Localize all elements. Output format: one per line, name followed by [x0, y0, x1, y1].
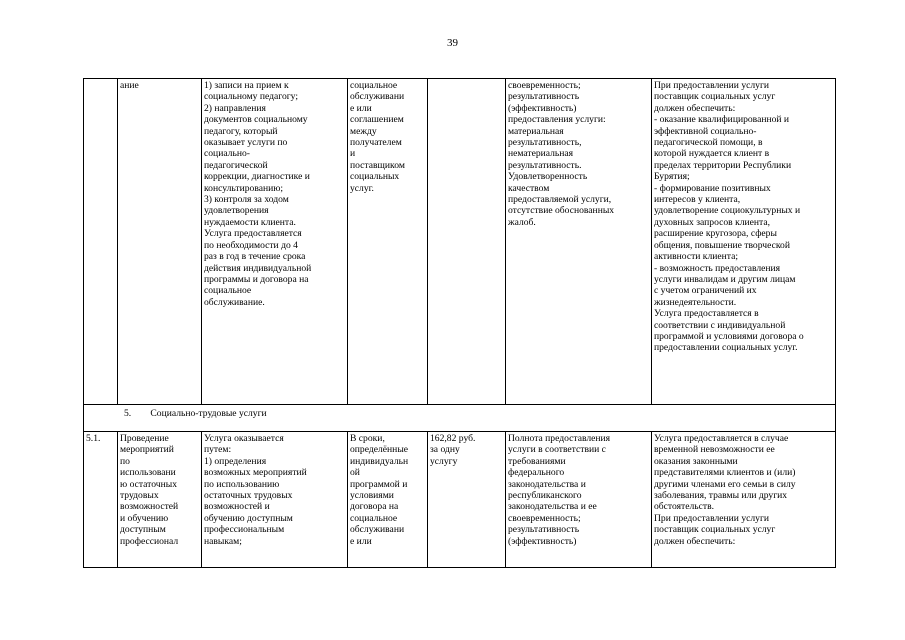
cell-text-line: обслуживание.	[204, 296, 265, 308]
cell-text-line: соответствии с индивидуальной	[654, 319, 786, 331]
cell-text-line: услуг.	[350, 182, 374, 194]
cell-text-line: должен обеспечить:	[654, 102, 736, 114]
cell-text-line: поставщик социальных услуг	[654, 91, 776, 103]
cell-text-line: доступным	[120, 524, 166, 536]
cell-text-line: - возможность предоставления	[654, 262, 781, 274]
cell-text-line: е или	[350, 102, 372, 114]
cell-text-line: Бурятия;	[654, 171, 690, 183]
cell-text-line: результативность,	[508, 137, 582, 149]
cell-text-line: жизнедеятельности.	[654, 296, 737, 308]
cell-text-line: временной невозможности ее	[654, 444, 775, 456]
cell-text-line: законодательства и	[508, 478, 586, 490]
cell-text-line: социальное	[204, 285, 252, 297]
cell-text-line: по	[120, 455, 130, 467]
cell-text-line: договора на	[350, 501, 399, 513]
cell-quality-indicators	[506, 432, 652, 568]
cell-text-line: коррекции, диагностике и	[204, 171, 310, 183]
cell-text-line: духовных запросов клиента,	[654, 216, 771, 228]
cell-text-line: представителями клиентов и (или)	[654, 467, 796, 479]
cell-text-line: мероприятий	[120, 444, 174, 456]
section-number: 5.	[124, 408, 132, 419]
cell-text-line: соглашением	[350, 114, 404, 126]
cell-text-line: (эффективность)	[508, 535, 577, 547]
cell-text-line: предоставляемой услуги,	[508, 194, 612, 206]
cell-text-line: результативность.	[508, 159, 582, 171]
cell-text-line: профессионал	[120, 535, 179, 547]
cell-text-line: документов социальному	[204, 114, 308, 126]
cell-text-line: предоставления услуги:	[508, 114, 606, 126]
cell-number	[84, 79, 118, 405]
cell-text-line: оказания законными	[654, 455, 738, 467]
cell-text-line: возможностей и	[204, 501, 270, 513]
section-title: Социально-трудовые услуги	[150, 408, 267, 419]
cell-text-line: пределах территории Республики	[654, 159, 792, 171]
cell-text-line: федерального	[508, 467, 565, 479]
cell-text-line: 1) определения	[204, 455, 267, 467]
cell-text-line: результативность	[508, 91, 580, 103]
cell-text-line: Полнота предоставления	[508, 433, 611, 444]
cell-text-line: республиканского	[508, 490, 582, 502]
cell-quality-indicators	[506, 79, 652, 405]
cell-text-line: (эффективность)	[508, 102, 577, 114]
cell-text-line: за одну	[430, 444, 460, 456]
cell-text-line: остаточных трудовых	[204, 490, 293, 502]
cell-service-name	[118, 79, 202, 405]
cell-text-line: жалоб.	[508, 216, 536, 228]
cell-description	[202, 432, 348, 568]
cell-text-line: использовани	[120, 467, 176, 479]
cell-text-line: законодательства и ее	[508, 501, 597, 513]
cell-text-line: - формирование позитивных	[654, 182, 771, 194]
cell-text-line: общения, повышение творческой	[654, 239, 790, 251]
cell-text-line: активности клиента;	[654, 251, 739, 263]
cell-text-line: социально-	[204, 148, 250, 160]
table-row-5-1	[84, 432, 836, 568]
cell-text-line: оказывает услуги по	[204, 137, 288, 149]
cell-text-line: условиями	[350, 490, 394, 502]
cell-text-line: поставщиком	[350, 159, 405, 171]
cell-text-line: программой и условиями договора о	[654, 330, 804, 342]
cell-text-line: результативность	[508, 524, 580, 536]
cell-text-line: по необходимости до 4	[204, 239, 298, 251]
cell-text-line: должен обеспечить:	[654, 535, 736, 547]
cell-text-line: и обучению	[120, 512, 169, 524]
cell-text-line: предоставлении социальных услуг.	[654, 342, 798, 354]
cell-text-line: социальных	[350, 171, 400, 183]
services-table	[83, 78, 836, 568]
cell-text-line: удовлетворения	[204, 205, 269, 217]
cell-text-line: педагогу, который	[204, 125, 278, 137]
cell-text-line: услуги в соответствии с	[508, 444, 606, 456]
cell-text-line: материальная	[508, 125, 564, 137]
cell-text-line: обслуживани	[350, 91, 405, 103]
cell-text-line: эффективной социально-	[654, 125, 757, 137]
cell-text-line: социальному педагогу;	[204, 91, 299, 103]
cell-text-line: Проведение	[120, 433, 169, 444]
cell-text-line: индивидуальн	[350, 455, 409, 467]
cell-text-line: действия индивидуальной	[204, 262, 312, 274]
cell-text-line: получателем	[350, 137, 402, 149]
cell-text-line: заболевания, травмы или других	[654, 490, 788, 502]
cell-text-line: Удовлетворенность	[508, 171, 588, 183]
cell-text-line: Услуга предоставляется в	[654, 308, 759, 320]
cell-text-line: При предоставлении услуги	[654, 512, 770, 524]
cell-text-line: 1) записи на прием к	[204, 80, 289, 91]
cell-text-line: программы и договора на	[204, 273, 309, 285]
cell-text-line: с учетом ограничений их	[654, 285, 757, 297]
cell-text-line: социальное	[350, 512, 398, 524]
cell-text-line: - оказание квалифицированной и	[654, 114, 790, 126]
cell-text-line: качеством	[508, 182, 550, 194]
cell-text-line: возможных мероприятий	[204, 467, 307, 479]
cell-text-line: которой нуждается клиент в	[654, 148, 770, 160]
section-header-cell	[84, 405, 836, 432]
cell-price	[428, 432, 506, 568]
cell-text-line: услуги инвалидам и другим лицам	[654, 273, 796, 285]
cell-text-line: е или	[350, 535, 372, 547]
cell-text-line: обучению доступным	[204, 512, 293, 524]
cell-text-line: социальное	[350, 80, 398, 91]
cell-text-line: поставщик социальных услуг	[654, 524, 776, 536]
cell-text-line: консультированию;	[204, 182, 284, 194]
cell-terms	[348, 432, 428, 568]
cell-text-line: интересов у клиента,	[654, 194, 741, 206]
cell-text-line: возможностей	[120, 501, 179, 513]
cell-conditions	[652, 79, 836, 405]
cell-text-line: Услуга предоставляется в случае	[654, 433, 789, 444]
cell-text-line: нуждаемости клиента.	[204, 216, 296, 228]
table-row-continued	[84, 79, 836, 405]
cell-text-line: своевременность;	[508, 80, 581, 91]
cell-text-line: навыкам;	[204, 535, 242, 547]
cell-text-line: В сроки,	[350, 433, 385, 444]
cell-conditions	[652, 432, 836, 568]
cell-text-line: педагогической	[204, 159, 268, 171]
cell-text-line: между	[350, 125, 377, 137]
cell-text-line: и	[350, 148, 356, 160]
cell-description	[202, 79, 348, 405]
cell-text-line: обслуживани	[350, 524, 405, 536]
page-number: 39	[447, 37, 458, 49]
cell-text-line: другими членами его семьи в силу	[654, 478, 796, 490]
cell-text-line: раз в год в течение срока	[204, 251, 306, 263]
cell-text-line: Услуга оказывается	[204, 433, 284, 444]
cell-text-line: При предоставлении услуги	[654, 80, 770, 91]
cell-text-line: 162,82 руб.	[430, 433, 476, 444]
cell-text-line: услугу	[430, 455, 458, 467]
cell-text-line: Услуга предоставляется	[204, 228, 302, 240]
cell-text-line: путем:	[204, 444, 232, 456]
cell-terms	[348, 79, 428, 405]
cell-text-line: нематериальная	[508, 148, 574, 160]
cell-text-line: трудовых	[120, 490, 159, 502]
cell-text-line: требованиями	[508, 455, 566, 467]
cell-text-line: ой	[350, 467, 360, 479]
cell-text-line: обстоятельств.	[654, 501, 715, 513]
section-header-row	[84, 405, 836, 432]
cell-text-line: своевременность;	[508, 512, 581, 524]
cell-text-line: программой и	[350, 478, 408, 490]
cell-text-line: 2) направления	[204, 102, 266, 114]
cell-text-line: удовлетворение социокультурных и	[654, 205, 801, 217]
cell-price	[428, 79, 506, 405]
cell-text-line: расширение кругозора, сферы	[654, 228, 777, 240]
cell-service-name	[118, 432, 202, 568]
cell-number	[84, 432, 118, 568]
cell-text-line: профессиональным	[204, 524, 285, 536]
cell-text-line: по использованию	[204, 478, 280, 490]
cell-text-line: 5.1.	[86, 433, 101, 444]
cell-text-line: 3) контроля за ходом	[204, 194, 289, 206]
cell-text-line: отсутствие обоснованных	[508, 205, 615, 217]
cell-text-line: определённые	[350, 444, 409, 456]
cell-text-line: ю остаточных	[120, 478, 177, 490]
cell-text-line: ание	[120, 80, 139, 91]
cell-text-line: педагогической помощи, в	[654, 137, 763, 149]
